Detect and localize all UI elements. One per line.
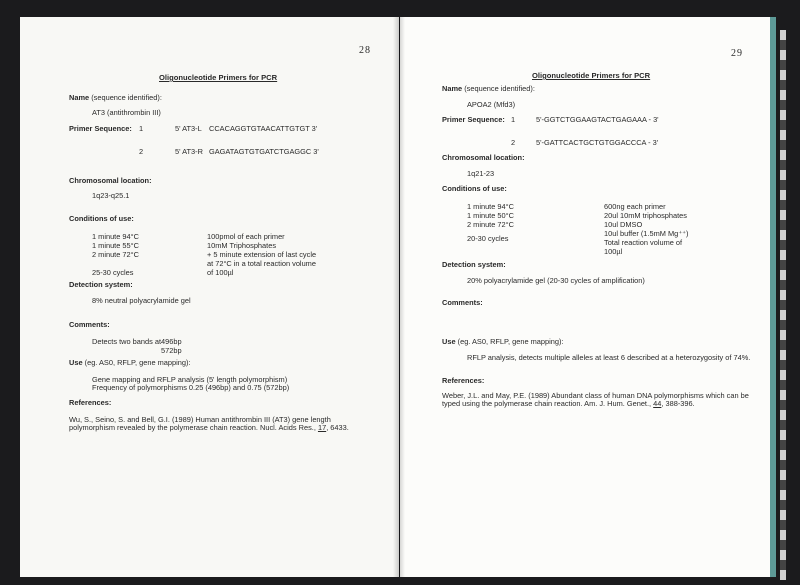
condition-line: 20ul 10mM triphosphates xyxy=(604,211,687,220)
page-number: 28 xyxy=(359,45,371,56)
color-scale-bar xyxy=(780,30,786,580)
name-value: APOA2 (Mfd3) xyxy=(467,100,516,109)
detection-value: 8% neutral polyacrylamide gel xyxy=(92,296,191,305)
name-label: Name xyxy=(69,93,90,102)
primer1-sequence: 5'-GGTCTGGAAGTACTGAGAAA - 3' xyxy=(536,115,659,124)
reference-pages: , 388-396. xyxy=(661,399,695,408)
page-number: 29 xyxy=(731,48,743,59)
conditions-label: Conditions of use: xyxy=(69,214,134,223)
condition-line: 25-30 cycles xyxy=(92,268,134,277)
book-spine xyxy=(393,17,405,577)
condition-line xyxy=(92,259,139,268)
reference-text: typed using the polymerase chain reaction. Am. J. Hum. Genet., xyxy=(442,399,652,408)
name-label-line xyxy=(442,84,535,93)
comments-label: Comments: xyxy=(442,298,483,307)
condition-line: 10ul buffer (1.5mM Mg⁺⁺) xyxy=(604,229,689,238)
condition-line: 100pmol of each primer xyxy=(207,232,285,241)
condition-line: 10ul DMSO xyxy=(604,220,643,229)
condition-line: 2 minute 72°C xyxy=(92,250,139,259)
right-page xyxy=(400,17,770,577)
detection-value: 20% polyacrylamide gel (20-30 cycles of amplification) xyxy=(467,276,645,285)
name-hint: (sequence identified): xyxy=(464,84,535,93)
reference-text: polymorphism revealed by the polymerase chain reaction. Nucl. Acids Res., xyxy=(69,423,316,432)
references-label: References: xyxy=(69,398,112,407)
primer2-sequence: 5'-GATTCACTGCTGTGGACCCA - 3' xyxy=(536,138,659,147)
use-label-line xyxy=(442,337,564,346)
page-title: Oligonucleotide Primers for PCR xyxy=(532,71,651,80)
detection-label: Detection system: xyxy=(69,280,133,289)
condition-line: 600ng each primer xyxy=(604,202,666,211)
condition-line: 1 minute 55°C xyxy=(92,241,139,250)
page-edge xyxy=(770,17,776,577)
primer1-num: 1 xyxy=(139,124,144,133)
condition-line: 1 minute 94°C xyxy=(92,232,139,241)
condition-line: at 72°C in a total reaction volume xyxy=(207,259,316,268)
condition-line: 1 minute 50°C xyxy=(467,211,514,220)
condition-line: 1 minute 94°C xyxy=(467,202,514,211)
primer2-num: 2 xyxy=(511,138,516,147)
primer2-sequence: GAGATAGTGTGATCTGAGGC 3' xyxy=(209,147,319,156)
band-2: 572bp xyxy=(161,346,182,355)
use-line-1: RFLP analysis, detects multiple alleles at least 6 described at a heterozygosity of 74%. xyxy=(467,353,751,362)
band-1: 496bp xyxy=(161,337,182,346)
page-title: Oligonucleotide Primers for PCR xyxy=(159,73,278,82)
primer1-sequence: CCACAGGTGTAACATTGTGT 3' xyxy=(209,124,318,133)
left-page xyxy=(20,17,399,577)
name-value: AT3 (antithrombin III) xyxy=(92,108,161,117)
condition-line: of 100µl xyxy=(207,268,234,277)
condition-line: 2 minute 72°C xyxy=(467,220,514,229)
use-label: Use xyxy=(69,358,83,367)
primer1-id: 5' AT3-L xyxy=(175,124,202,133)
condition-line: 10mM Triphosphates xyxy=(207,241,277,250)
use-line-1: Gene mapping and RFLP analysis (5' length polymorphism) xyxy=(92,375,288,384)
reference-pages: , 6433. xyxy=(326,423,349,432)
reference-line-2 xyxy=(69,423,349,432)
condition-line: + 5 minute extension of last cycle xyxy=(207,250,317,259)
conditions-left xyxy=(467,202,514,243)
name-label-line xyxy=(69,93,162,102)
reference-volume: 17 xyxy=(317,423,327,432)
reference-line-1: Wu, S., Seino, S. and Bell, G.I. (1989) Human antithrombin III (AT3) gene length xyxy=(69,415,331,424)
comments-value: Detects two bands at xyxy=(92,337,162,346)
primer2-id: 5' AT3-R xyxy=(175,147,203,156)
use-line-2: Frequency of polymorphisms 0.25 (496bp) and 0.75 (572bp) xyxy=(92,383,290,392)
reference-line-2 xyxy=(442,399,695,408)
detection-label: Detection system: xyxy=(442,260,506,269)
chromosomal-location-value: 1q21-23 xyxy=(467,169,495,178)
primer2-num: 2 xyxy=(139,147,144,156)
conditions-label: Conditions of use: xyxy=(442,184,507,193)
primer-label: Primer Sequence: xyxy=(442,115,505,124)
condition-line: 100µl xyxy=(604,247,623,256)
condition-line: 20-30 cycles xyxy=(467,234,509,243)
primer-label: Primer Sequence: xyxy=(69,124,132,133)
comments-label: Comments: xyxy=(69,320,110,329)
condition-line: Total reaction volume of xyxy=(604,238,683,247)
use-label: Use xyxy=(442,337,456,346)
use-label-line xyxy=(69,358,191,367)
use-hint: (eg. AS0, RFLP, gene mapping): xyxy=(457,337,564,346)
primer1-num: 1 xyxy=(511,115,516,124)
chromosomal-location-value: 1q23-q25.1 xyxy=(92,191,130,200)
conditions-right xyxy=(207,232,316,277)
conditions-left xyxy=(92,232,139,277)
name-hint: (sequence identified): xyxy=(91,93,162,102)
name-label: Name xyxy=(442,84,463,93)
conditions-right xyxy=(604,202,688,256)
chromosomal-location-label: Chromosomal location: xyxy=(69,176,152,185)
references-label: References: xyxy=(442,376,485,385)
reference-volume: 44 xyxy=(653,399,662,408)
use-hint: (eg. AS0, RFLP, gene mapping): xyxy=(84,358,191,367)
chromosomal-location-label: Chromosomal location: xyxy=(442,153,525,162)
reference-line-1: Weber, J.L. and May, P.E. (1989) Abundant class of human DNA polymorphisms which can be xyxy=(442,391,749,400)
